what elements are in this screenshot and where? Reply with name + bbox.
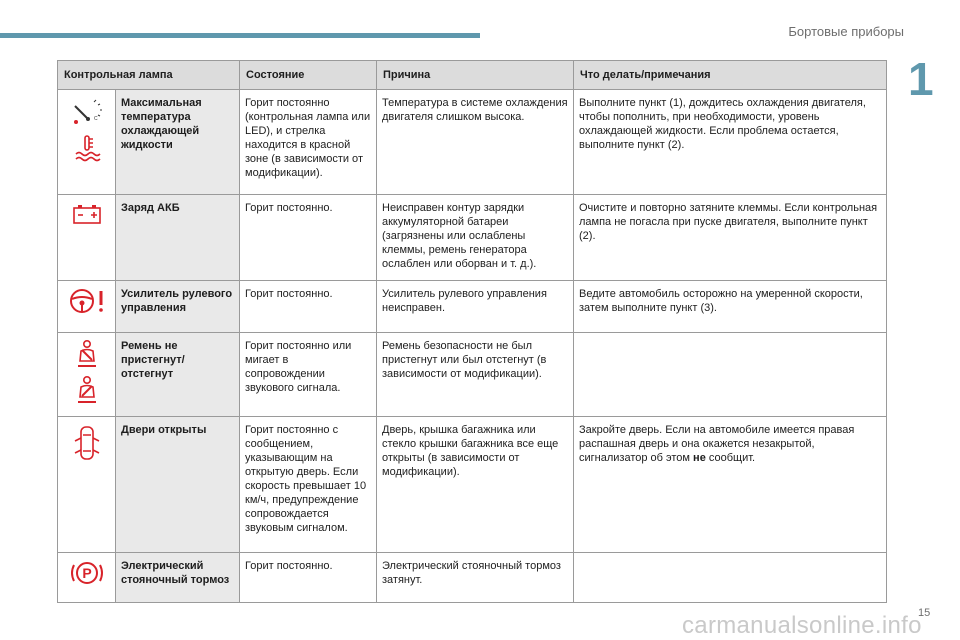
lamp-name: Двери открыты bbox=[116, 417, 240, 553]
door-open-icon bbox=[72, 423, 102, 465]
icon-cell bbox=[58, 553, 116, 603]
lamp-action: Очистите и повторно затяните клеммы. Если контрольная лампа не погасла при пуске двигателя, выполните пункт (2). bbox=[574, 195, 887, 281]
table-row bbox=[58, 281, 887, 333]
lamp-cause: Электрический стояночный тормоз затянут. bbox=[377, 553, 574, 603]
watermark: carmanualsonline.info bbox=[682, 612, 922, 639]
column-header-action: Что делать/примечания bbox=[574, 61, 887, 90]
lamp-action bbox=[574, 553, 887, 603]
lamp-action-tail: сообщит. bbox=[708, 452, 756, 464]
column-header-cause: Причина bbox=[377, 61, 574, 90]
lamp-action bbox=[574, 333, 887, 417]
battery-icon bbox=[71, 201, 103, 225]
table-row bbox=[58, 90, 887, 195]
lamp-state: Горит постоянно или мигает в сопровождении звукового сигнала. bbox=[240, 333, 377, 417]
svg-text:P: P bbox=[81, 565, 92, 581]
lamp-state: Горит постоянно. bbox=[240, 281, 377, 333]
lamp-name: Максимальная температура охлаждающей жидкости bbox=[116, 90, 240, 195]
lamp-action-emphasis: не bbox=[693, 452, 706, 464]
seatbelt-passenger-icon bbox=[73, 375, 101, 405]
column-header-lamp: Контрольная лампа bbox=[58, 61, 240, 90]
lamp-action bbox=[574, 417, 887, 553]
lamp-cause: Усилитель рулевого управления неисправен. bbox=[377, 281, 574, 333]
lamp-name: Электрический стояночный тормоз bbox=[116, 553, 240, 603]
lamp-action: Выполните пункт (1), дождитесь охлаждения двигателя, чтобы пополнить, при необходимости, уровень охлаждающей жидкости. Если проблема остается, выполните пункт (2). bbox=[574, 90, 887, 195]
lamp-name: Заряд АКБ bbox=[116, 195, 240, 281]
lamp-cause: Температура в системе охлаждения двигателя слишком высока. bbox=[377, 90, 574, 195]
parking-brake-icon bbox=[67, 559, 107, 587]
column-header-state: Состояние bbox=[240, 61, 377, 90]
table-row bbox=[58, 333, 887, 417]
lamp-state: Горит постоянно с сообщением, указывающим на открытую дверь. Если скорость превышает 10 км/ч, предупреждение сопровождается звуковым сигналом. bbox=[240, 417, 377, 553]
table-header-row bbox=[58, 61, 887, 90]
icon-cell bbox=[58, 195, 116, 281]
steering-wheel-warning-icon bbox=[67, 287, 107, 315]
lamp-cause: Дверь, крышка багажника или стекло крышки багажника все еще открыты (в зависимости от модификации). bbox=[377, 417, 574, 553]
lamp-name: Ремень не пристегнут/отстегнут bbox=[116, 333, 240, 417]
icon-cell bbox=[58, 417, 116, 553]
table-row bbox=[58, 553, 887, 603]
icon-cell bbox=[58, 333, 116, 417]
lamp-name: Усилитель рулевого управления bbox=[116, 281, 240, 333]
warning-lamps-table bbox=[57, 60, 887, 603]
seatbelt-driver-icon bbox=[73, 339, 101, 369]
lamp-state: Горит постоянно. bbox=[240, 553, 377, 603]
lamp-cause: Неисправен контур зарядки аккумуляторной батареи (загрязнены или ослаблены клеммы, ремень генератора ослаблен или оборван и т. д.). bbox=[377, 195, 574, 281]
svg-text:C: C bbox=[93, 116, 98, 122]
coolant-temperature-warning-icon bbox=[72, 134, 102, 162]
lamp-cause: Ремень безопасности не был пристегнут или был отстегнут (в зависимости от модификации). bbox=[377, 333, 574, 417]
lamp-state: Горит постоянно (контрольная лампа или LED), и стрелка находится в красной зоне (в зависимости от модификации). bbox=[240, 90, 377, 195]
table-row bbox=[58, 195, 887, 281]
table-row bbox=[58, 417, 887, 553]
coolant-temperature-gauge-icon bbox=[67, 96, 107, 128]
section-number: 1 bbox=[908, 53, 934, 105]
lamp-action-text: Закройте дверь. Если на автомобиле имеется правая распашная дверь и она окажется незакрытой, сигнализатор об этом bbox=[579, 424, 855, 464]
lamp-state: Горит постоянно. bbox=[240, 195, 377, 281]
icon-cell bbox=[58, 90, 116, 195]
lamp-action: Ведите автомобиль осторожно на умеренной скорости, затем выполните пункт (3). bbox=[574, 281, 887, 333]
page-number: 15 bbox=[918, 607, 931, 619]
icon-cell bbox=[58, 281, 116, 333]
section-title: Бортовые приборы bbox=[788, 24, 904, 39]
section-accent-bar bbox=[0, 33, 480, 38]
